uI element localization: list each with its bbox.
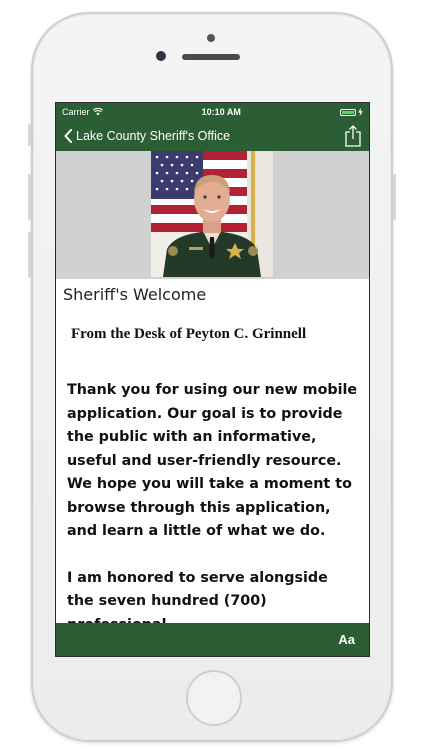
front-camera [156,51,166,61]
charging-icon [358,108,363,116]
app-screen [55,102,370,657]
back-button[interactable] [64,129,230,143]
volume-up-button [28,174,31,220]
carrier-label: Carrier [62,107,90,117]
desk-title: From the Desk of Peyton C. Grinnell [71,326,307,342]
back-label: Lake County Sheriff's Office [76,129,231,143]
sheriff-portrait-image [151,151,273,277]
status-time: 10:10 AM [201,107,241,117]
battery-indicator [340,108,363,116]
home-button[interactable] [186,670,242,726]
navigation-bar [56,121,369,151]
status-bar [56,103,369,121]
text-size-button[interactable]: Aa [338,632,355,647]
power-button [393,174,396,220]
share-icon[interactable] [345,125,361,147]
wifi-icon [93,108,103,116]
paragraph: I am honored to serve alongside the seven hundred (700) [67,569,328,609]
status-left [62,107,103,117]
welcome-message [67,379,359,637]
hero-banner [56,151,369,279]
mute-switch [28,124,31,146]
chevron-left-icon [64,129,72,143]
top-sensor [207,34,215,42]
battery-icon [340,109,356,116]
paragraph: Thank you for using our new mobile application. Our goal is to provide the public with an informative, useful and user-friendly resource. We hope you will take a moment to browse through this application, and learn a little of what we do. [67,382,358,539]
earpiece-speaker [182,54,240,60]
volume-down-button [28,232,31,278]
page-heading: Sheriff's Welcome [63,285,207,304]
bottom-toolbar [56,623,369,656]
